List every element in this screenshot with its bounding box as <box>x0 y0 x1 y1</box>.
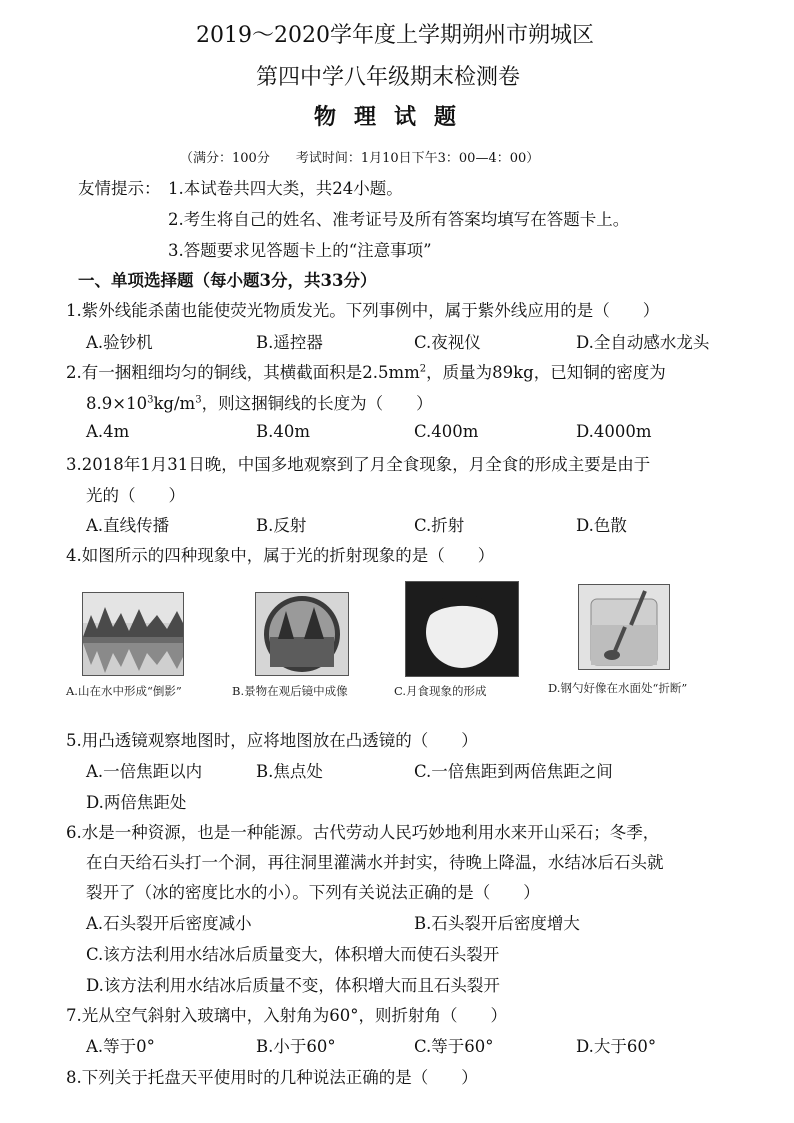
question-6-stem-line3: 裂开了（冰的密度比水的小）。下列有关说法正确的是（ ） <box>86 883 540 902</box>
question-6-option-a: A.石头裂开后密度减小 <box>86 914 252 933</box>
figure-b-rearview-mirror <box>255 592 349 676</box>
figure-c-caption: C.月食现象的形成 <box>394 684 487 698</box>
question-7-stem: 7.光从空气斜射入玻璃中，入射角为60°，则折射角（ ） <box>66 1006 507 1025</box>
question-1-stem: 1.紫外线能杀菌也能使荧光物质发光。下列事例中，属于紫外线应用的是（ ） <box>66 301 660 320</box>
question-3-option-a: A.直线传播 <box>86 516 170 535</box>
question-5-option-a: A.一倍焦距以内 <box>86 762 203 781</box>
question-2-option-b: B.40m <box>256 422 311 441</box>
question-2-option-c: C.400m <box>414 422 479 441</box>
q2-stem-part1: 2.有一捆粗细均匀的铜线，其横截面积是2.5mm <box>66 363 420 382</box>
q2-sup-3: 3 <box>195 394 202 406</box>
q2-sup-2: 3 <box>147 394 154 406</box>
question-1-option-c: C.夜视仪 <box>414 333 481 352</box>
exam-title-line2: 第四中学八年级期末检测卷 <box>256 65 521 90</box>
question-1-option-d: D.全自动感水龙头 <box>576 333 710 352</box>
question-6-stem: 6.水是一种资源，也是一种能源。古代劳动人民巧妙地利用水来开山采石；冬季， <box>66 823 660 842</box>
figure-c-lunar-eclipse <box>405 581 519 677</box>
notice-label: 友情提示： <box>78 179 161 198</box>
question-7-option-a: A.等于0° <box>86 1037 155 1056</box>
question-3-stem: 3.2018年1月31日晚，中国多地观察到了月全食现象，月全食的形成主要是由于 <box>66 455 651 474</box>
question-5-option-d: D.两倍焦距处 <box>86 793 187 812</box>
exam-info: （满分：100分 考试时间：1月10日下午3：00—4：00） <box>180 151 540 166</box>
exam-title-line1: 2019～2020学年度上学期朔州市朔城区 <box>196 23 594 48</box>
q2-stem-part2: ，质量为89kg，已知铜的密度为 <box>426 363 666 382</box>
notice-item-3: 3.答题要求见答题卡上的“注意事项” <box>168 241 432 260</box>
question-4-stem: 4.如图所示的四种现象中，属于光的折射现象的是（ ） <box>66 546 495 565</box>
question-5-option-b: B.焦点处 <box>256 762 323 781</box>
notice-item-2: 2.考生将自己的姓名、准考证号及所有答案均填写在答题卡上。 <box>168 210 630 229</box>
question-2-stem-line2 <box>86 390 433 414</box>
question-1-option-b: B.遥控器 <box>256 333 323 352</box>
question-5-stem: 5.用凸透镜观察地图时，应将地图放在凸透镜的（ ） <box>66 731 478 750</box>
question-6-option-d: D.该方法利用水结冰后质量不变，体积增大而且石头裂开 <box>86 976 500 995</box>
question-7-option-c: C.等于60° <box>414 1037 494 1056</box>
figure-b-caption: B.景物在观后镜中成像 <box>232 684 348 698</box>
question-8-stem: 8.下列关于托盘天平使用时的几种说法正确的是（ ） <box>66 1068 478 1087</box>
figure-d-caption: D.钢勺好像在水面处“折断” <box>548 681 688 695</box>
question-3-option-c: C.折射 <box>414 516 465 535</box>
notice-item-1: 1.本试卷共四大类，共24小题。 <box>168 179 403 198</box>
section-title: 一、单项选择题（每小题3分，共33分） <box>78 271 377 290</box>
question-1-option-a: A.验钞机 <box>86 333 153 352</box>
question-5-option-c: C.一倍焦距到两倍焦距之间 <box>414 762 613 781</box>
question-6-option-b: B.石头裂开后密度增大 <box>414 914 580 933</box>
question-7-option-d: D.大于60° <box>576 1037 657 1056</box>
question-3-option-b: B.反射 <box>256 516 307 535</box>
question-3-option-d: D.色散 <box>576 516 627 535</box>
question-2-option-d: D.4000m <box>576 422 652 441</box>
q2-line2-part1: 8.9×10 <box>86 394 148 413</box>
figure-a-mountain-reflection <box>82 592 184 676</box>
question-2-option-a: A.4m <box>86 422 130 441</box>
exam-subject: 物理试题 <box>314 104 475 130</box>
q2-line2-part2: kg/m <box>153 394 196 413</box>
q2-sup-1: 2 <box>419 363 427 375</box>
figure-a-caption: A.山在水中形成“倒影” <box>66 684 182 698</box>
q2-line2-part3: ，则这捆铜线的长度为（ ） <box>201 394 433 413</box>
figure-d-spoon-in-water <box>578 584 670 670</box>
question-7-option-b: B.小于60° <box>256 1037 336 1056</box>
question-6-option-c: C.该方法利用水结冰后质量变大，体积增大而使石头裂开 <box>86 945 500 964</box>
question-6-stem-line2: 在白天给石头打一个洞，再往洞里灌满水并封实，待晚上降温，水结冰后石头就 <box>86 853 664 872</box>
question-2-stem <box>66 359 666 383</box>
question-3-stem-line2: 光的（ ） <box>86 486 185 505</box>
